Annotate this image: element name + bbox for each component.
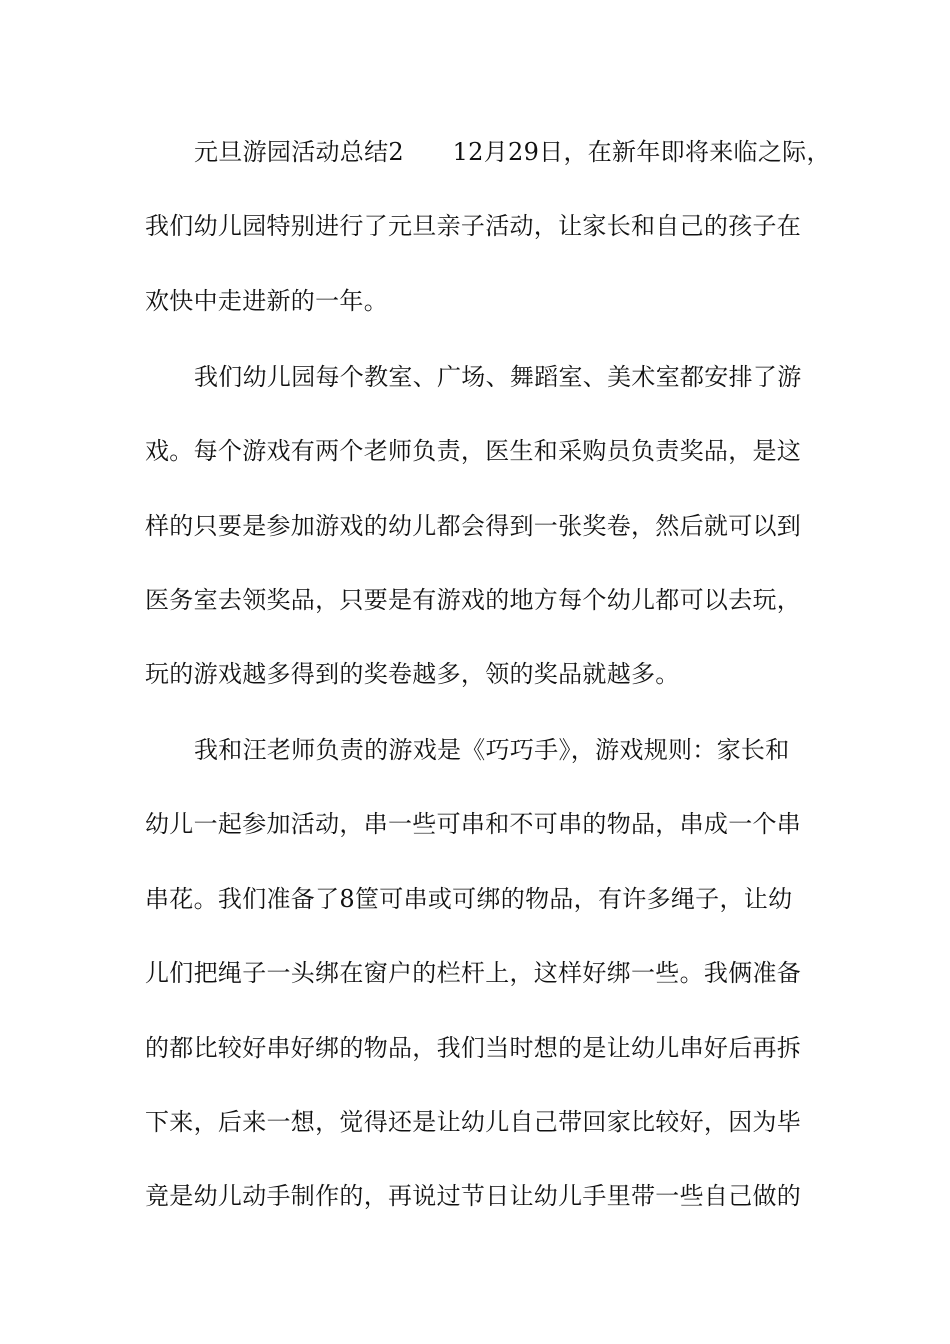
text-line: 的都比较好串好绑的物品，我们当时想的是让幼儿串好后再拆 bbox=[145, 1034, 802, 1062]
text-line: 我们幼儿园特别进行了元旦亲子活动，让家长和自己的孩子在 bbox=[145, 212, 802, 240]
text-line: 欢快中走进新的一年。 bbox=[145, 287, 388, 315]
text-line: 儿们把绳子一头绑在窗户的栏杆上，这样好绑一些。我俩准备 bbox=[145, 959, 802, 987]
text-line: 竟是幼儿动手制作的，再说过节日让幼儿手里带一些自己做的 bbox=[145, 1182, 802, 1210]
text-line: 医务室去领奖品，只要是有游戏的地方每个幼儿都可以去玩， bbox=[145, 586, 802, 614]
text-line: 戏。每个游戏有两个老师负责，医生和采购员负责奖品，是这 bbox=[145, 437, 802, 465]
text-line: 幼儿一起参加活动，串一些可串和不可串的物品，串成一个串 bbox=[145, 810, 802, 838]
text-line: 玩的游戏越多得到的奖卷越多，领的奖品就越多。 bbox=[145, 660, 680, 688]
text-line: 元旦游园活动总结2 12月29日，在新年即将来临之际， bbox=[194, 138, 831, 166]
text-line: 我们幼儿园每个教室、广场、舞蹈室、美术室都安排了游 bbox=[194, 363, 802, 391]
text-line: 串花。我们准备了8筐可串或可绑的物品，有许多绳子，让幼 bbox=[145, 885, 793, 913]
text-line: 我和汪老师负责的游戏是《巧巧手》，游戏规则：家长和 bbox=[194, 736, 790, 764]
text-line: 下来，后来一想，觉得还是让幼儿自己带回家比较好，因为毕 bbox=[145, 1108, 802, 1136]
text-line: 样的只要是参加游戏的幼儿都会得到一张奖卷，然后就可以到 bbox=[145, 512, 802, 540]
